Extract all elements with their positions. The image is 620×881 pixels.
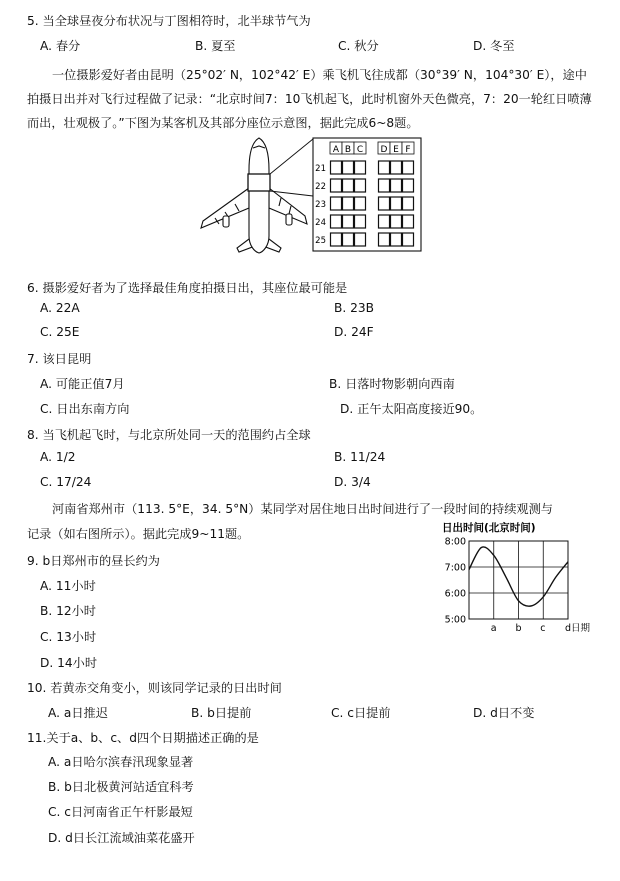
chart-y-tick-label: 5:00 [444,614,466,626]
seat-24B [343,215,354,228]
q10-option-b[interactable]: B. b日提前 [191,706,252,720]
seat-col-label-F: F [405,145,411,155]
q7-option-b[interactable]: B. 日落时物影朝向西南 [329,377,455,391]
seat-row-label-25: 25 [315,236,326,246]
seat-row-label-23: 23 [315,200,326,210]
q11-option-b[interactable]: B. b日北极黄河站适宜科考 [48,780,194,794]
seat-24D [379,215,390,228]
seat-col-label-C: C [356,145,364,155]
q9-option-c[interactable]: C. 13小时 [40,630,97,644]
sunrise-time-chart [436,519,606,637]
q7-option-c[interactable]: C. 日出东南方向 [40,402,130,416]
seat-24E [391,215,402,228]
q10-option-a[interactable]: A. a日推迟 [48,706,108,720]
q9-stem: 9. b日郑州市的昼长约为 [27,554,160,568]
seat-col-label-A: A [332,145,340,155]
q7-option-a[interactable]: A. 可能正值7月 [40,377,125,391]
seat-row-label-24: 24 [315,218,326,228]
chart-y-tick-label: 8:00 [444,536,466,548]
q11-option-c[interactable]: C. c日河南省正午杆影最短 [48,805,193,819]
seat-23E [391,197,402,210]
intro-zhengzhou-line1: 河南省郑州市（113. 5°E，34. 5°N）某同学对居住地日出时间进行了一段时间的持续观测与 [52,502,553,516]
seat-23B [343,197,354,210]
q6-option-a[interactable]: A. 22A [40,301,80,315]
q5-option-c[interactable]: C. 秋分 [338,39,379,53]
seat-25A [331,233,342,246]
q10-option-c[interactable]: C. c日提前 [331,706,391,720]
q6-option-d[interactable]: D. 24F [334,325,374,339]
q6-option-c[interactable]: C. 25E [40,325,80,339]
q6-stem: 6. 摄影爱好者为了选择最佳角度拍摄日出，其座位最可能是 [27,281,348,295]
chart-x-tick-label: d日期 [565,623,591,634]
q5-option-d[interactable]: D. 冬至 [473,39,515,53]
seat-21C [355,161,366,174]
seat-25C [355,233,366,246]
q9-option-d[interactable]: D. 14小时 [40,656,98,670]
seat-col-label-D: D [380,145,388,155]
seat-22E [391,179,402,192]
seat-23A [331,197,342,210]
q8-option-c[interactable]: C. 17/24 [40,475,92,489]
airplane-icon [201,138,307,253]
q10-stem: 10. 若黄赤交角变小，则该同学记录的日出时间 [27,681,282,695]
chart-x-tick-label: a [490,623,497,634]
chart-title: 日出时间(北京时间) [442,522,536,534]
intro-plane-paragraph: 一位摄影爱好者由昆明（25°02′ N，102°42′ E）乘飞机飞往成都（30°39′ N，104°30′ E），途中拍摄日出并对飞行过程做了记录：“北京时间7：10飞机起飞，此时机窗外天色微亮，7：20一轮红日喷薄而出，壮观极了。”下图为某客机及其部分座位示意图，据此完成6~8题。 [27,68,592,130]
chart-y-tick-label: 6:00 [444,588,466,600]
seat-22F [403,179,414,192]
q5-stem: 5. 当全球昼夜分布状况与丁图相符时，北半球节气为 [27,14,311,28]
q6-option-b[interactable]: B. 23B [334,301,374,315]
chart-x-tick-label: b [515,623,522,634]
seat-row-label-22: 22 [315,182,326,192]
seat-21F [403,161,414,174]
seat-25D [379,233,390,246]
q8-option-b[interactable]: B. 11/24 [334,450,386,464]
q11-option-a[interactable]: A. a日哈尔滨春汛现象显著 [48,755,194,769]
q5-option-b[interactable]: B. 夏至 [195,39,236,53]
seat-22B [343,179,354,192]
q10-option-d[interactable]: D. d日不变 [473,706,535,720]
seat-24C [355,215,366,228]
q9-option-a[interactable]: A. 11小时 [40,579,96,593]
q7-option-d[interactable]: D. 正午太阳高度接近90。 [340,402,483,416]
seat-row-label-21: 21 [315,164,326,174]
seat-22D [379,179,390,192]
seat-23D [379,197,390,210]
q7-stem: 7. 该日昆明 [27,352,92,366]
q8-stem: 8. 当飞机起飞时，与北京所处同一天的范围约占全球 [27,428,311,442]
chart-x-tick-label: c [540,623,546,634]
seat-23F [403,197,414,210]
intro-zhengzhou-line2: 记录（如右图所示）。据此完成9~11题。 [27,527,250,541]
q11-stem: 11.关于a、b、c、d四个日期描述正确的是 [27,731,259,745]
q11-option-d[interactable]: D. d日长江流域油菜花盛开 [48,831,195,845]
seat-col-label-B: B [344,145,352,155]
seat-col-label-E: E [393,145,399,155]
seat-22A [331,179,342,192]
seat-23C [355,197,366,210]
seat-24F [403,215,414,228]
q5-option-a[interactable]: A. 春分 [40,39,81,53]
airplane-seat-diagram [195,136,425,254]
seat-22C [355,179,366,192]
q8-option-d[interactable]: D. 3/4 [334,475,371,489]
seat-25F [403,233,414,246]
seat-21E [391,161,402,174]
seat-21B [343,161,354,174]
seat-25B [343,233,354,246]
seat-21A [331,161,342,174]
seat-25E [391,233,402,246]
q8-option-a[interactable]: A. 1/2 [40,450,76,464]
q9-option-b[interactable]: B. 12小时 [40,604,96,618]
seat-24A [331,215,342,228]
seat-21D [379,161,390,174]
chart-y-tick-label: 7:00 [444,562,466,574]
